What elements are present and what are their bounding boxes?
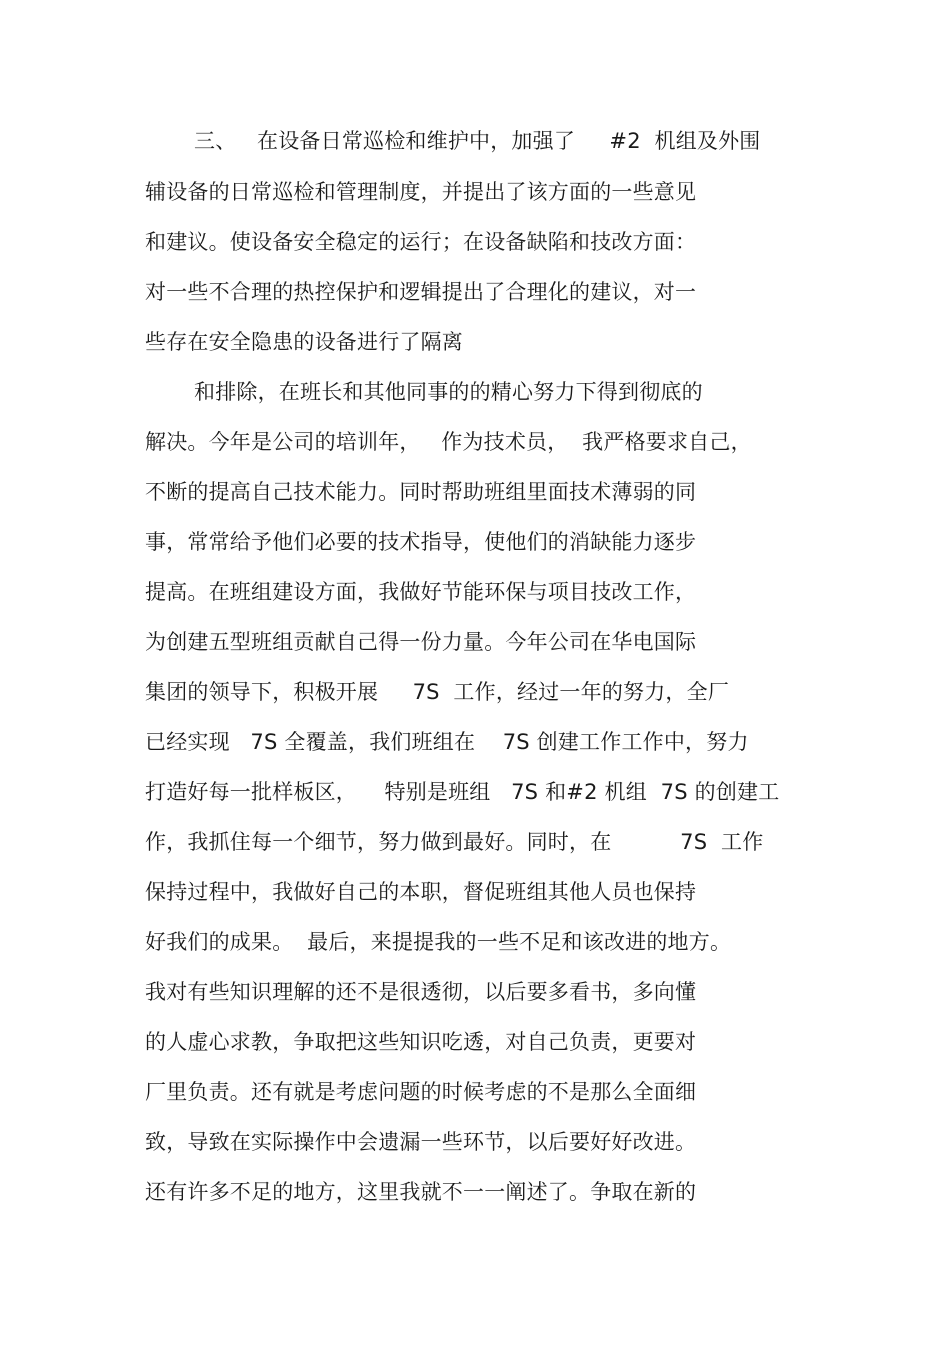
text-line-3: 和建议。使设备安全稳定的运行；在设备缺陷和技改方面：	[145, 230, 697, 254]
text-line-21: 致，导致在实际操作中会遗漏一些环节，以后要好好改进。	[145, 1130, 697, 1154]
text-line-1: 三、 在设备日常巡检和维护中，加强了 #2 机组及外围	[194, 129, 761, 153]
text-line-9: 事，常常给予他们必要的技术指导，使他们的消缺能力逐步	[145, 530, 697, 554]
text-line-14: 打造好每一批样板区， 特别是班组 7S 和#2 机组 7S 的创建工	[145, 780, 780, 804]
text-line-17: 好我们的成果。 最后，来提提我的一些不足和该改进的地方。	[145, 930, 732, 954]
text-line-13: 已经实现 7S 全覆盖，我们班组在 7S 创建工作工作中，努力	[145, 730, 749, 754]
text-line-10: 提高。在班组建设方面，我做好节能环保与项目技改工作，	[145, 580, 697, 604]
text-line-22: 还有许多不足的地方，这里我就不一一阐述了。争取在新的	[145, 1180, 697, 1204]
text-line-8: 不断的提高自己技术能力。同时帮助班组里面技术薄弱的同	[145, 480, 697, 504]
text-line-12: 集团的领导下，积极开展 7S 工作，经过一年的努力，全厂	[145, 680, 730, 704]
text-line-19: 的人虚心求教，争取把这些知识吃透，对自己负责，更要对	[145, 1030, 697, 1054]
text-line-5: 些存在安全隐患的设备进行了隔离	[145, 330, 463, 354]
text-line-2: 辅设备的日常巡检和管理制度，并提出了该方面的一些意见	[145, 180, 697, 204]
text-line-7: 解决。今年是公司的培训年， 作为技术员， 我严格要求自己，	[145, 430, 752, 454]
text-line-4: 对一些不合理的热控保护和逻辑提出了合理化的建议，对一	[145, 280, 697, 304]
text-line-18: 我对有些知识理解的还不是很透彻，以后要多看书，多向懂	[145, 980, 697, 1004]
text-line-11: 为创建五型班组贡献自己得一份力量。今年公司在华电国际	[145, 630, 697, 654]
text-line-6: 和排除，在班长和其他同事的的精心努力下得到彻底的	[194, 380, 703, 404]
text-line-20: 厂里负责。还有就是考虑问题的时候考虑的不是那么全面细	[145, 1080, 697, 1104]
text-line-15: 作，我抓住每一个细节，努力做到最好。同时，在 7S 工作	[145, 830, 764, 854]
text-line-16: 保持过程中，我做好自己的本职，督促班组其他人员也保持	[145, 880, 697, 904]
